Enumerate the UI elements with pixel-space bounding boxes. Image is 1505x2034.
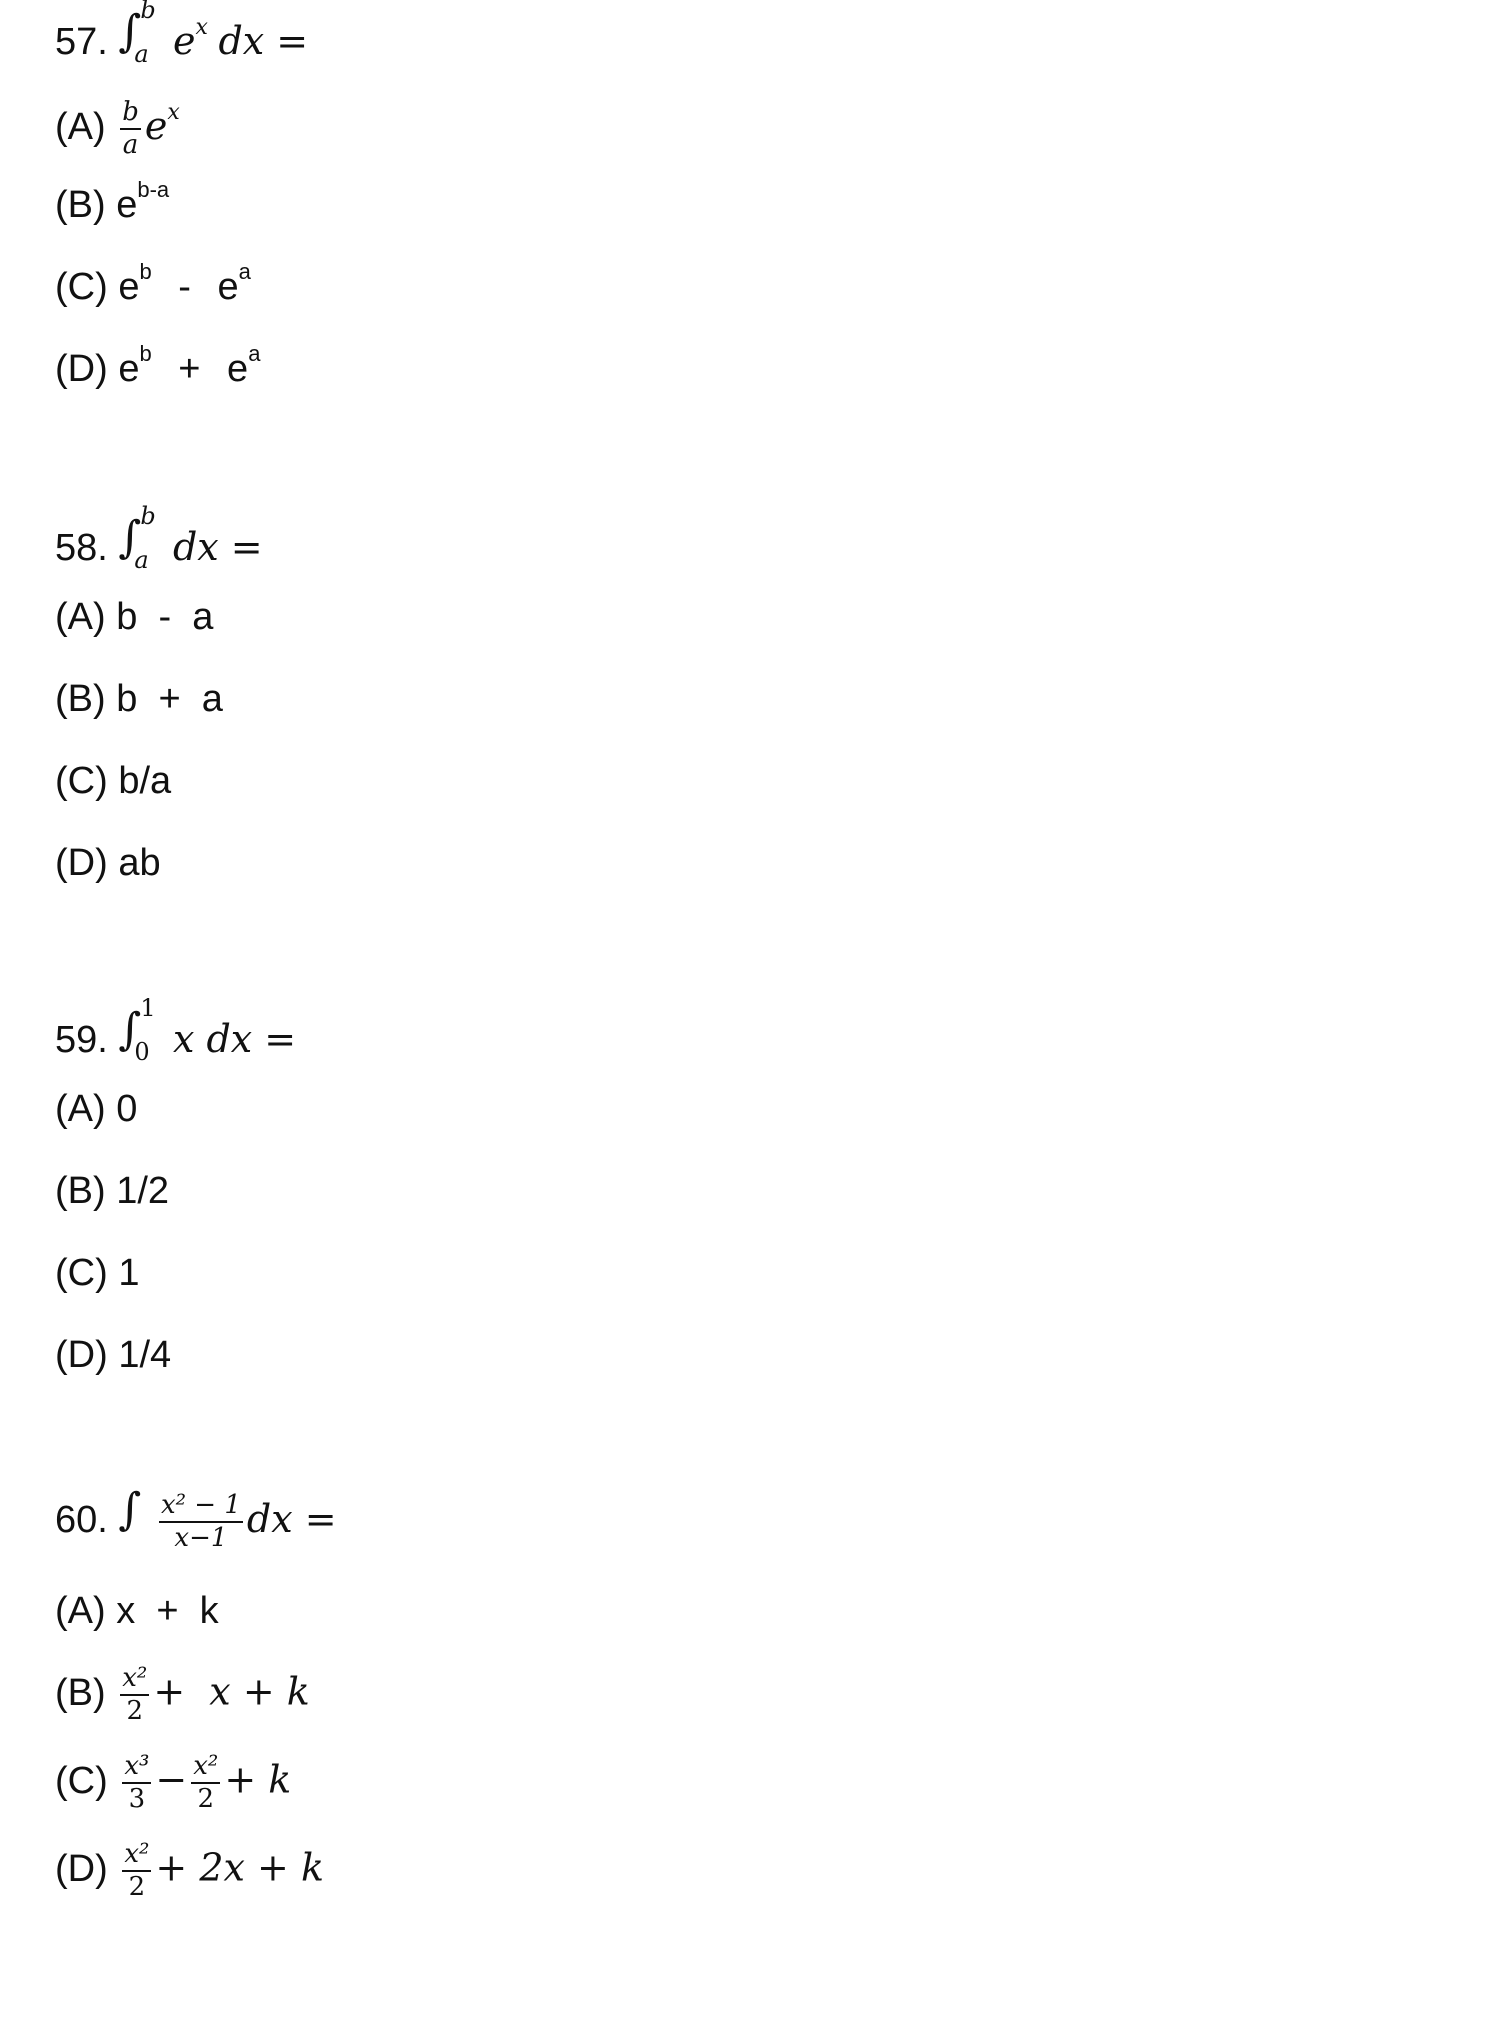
option-expression: + x + k (153, 1669, 310, 1714)
q59-option-d[interactable] (55, 1336, 171, 1374)
question-number: 59. (55, 1019, 108, 1061)
upper-limit: b (140, 502, 156, 530)
option-label: (A) (55, 596, 106, 638)
question-57 (55, 0, 309, 68)
option-expression: $e^{b-a}$ (116, 177, 170, 226)
option-label: (D) (55, 1847, 108, 1890)
option-label: (A) (55, 1590, 106, 1632)
q58-option-d[interactable] (55, 844, 161, 882)
q57-option-b[interactable] (55, 177, 170, 226)
option-label: (B) (55, 678, 106, 720)
integral-tail: dx = (172, 525, 263, 569)
option-text: 1 (118, 1252, 140, 1294)
option-label: (A) (55, 105, 106, 148)
option-text: 1/2 (116, 1170, 170, 1212)
option-label: (C) (55, 1759, 108, 1802)
option-label: (C) (55, 266, 108, 308)
integral-icon: ∫ b a (118, 502, 156, 574)
fraction: $\frac{\text{x²}}{2}$ (122, 1663, 148, 1726)
question-59 (55, 994, 297, 1066)
fraction: $\frac{\text{x³}}{3}$ (124, 1751, 150, 1814)
q59-option-a[interactable] (55, 1090, 137, 1128)
question-58 (55, 502, 263, 574)
upper-limit: 1 (140, 994, 156, 1022)
lower-limit: a (134, 40, 149, 68)
fraction: $\frac{\text{x² − 1}}{x-1}$ (160, 1490, 241, 1553)
option-label: (D) (55, 348, 108, 390)
option-label: (B) (55, 1170, 106, 1212)
lower-limit: a (134, 546, 149, 574)
option-label: (A) (55, 1088, 106, 1130)
option-label: (B) (55, 1671, 106, 1714)
integral-icon: ∫ 1 0 (118, 994, 156, 1066)
q58-option-a[interactable] (55, 598, 213, 636)
option-expression: + 2x + k (155, 1845, 324, 1890)
question-number: 57. (55, 21, 108, 63)
q60-option-b[interactable] (55, 1664, 310, 1725)
q60-option-a[interactable] (55, 1592, 219, 1630)
option-text: b - a (116, 596, 214, 638)
option-expression: $e^b - e^a$ (118, 259, 251, 308)
q57-option-a[interactable] (55, 98, 180, 159)
integral-tail: dx = (218, 19, 309, 63)
fraction: $\frac{\text{x²}}{2}$ (124, 1839, 150, 1902)
lower-limit: 0 (134, 1038, 150, 1066)
question-60 (55, 1484, 337, 1553)
fraction: $\frac{\text{x²}}{2}$ (193, 1751, 219, 1814)
option-expression: $e^b + e^a$ (118, 341, 261, 390)
integrand: $e^x$ (172, 15, 208, 63)
option-expression: $e^x$ (144, 99, 180, 148)
option-text: 1/4 (118, 1334, 172, 1376)
option-text: 0 (116, 1088, 138, 1130)
q57-option-d[interactable] (55, 341, 261, 390)
option-label: (B) (55, 184, 106, 226)
option-text: b/a (118, 760, 172, 802)
option-text: b + a (116, 678, 223, 720)
option-text: ab (118, 842, 161, 884)
option-label: (C) (55, 760, 108, 802)
fraction: $\frac{b}{a}$ (122, 97, 139, 160)
integral-icon: ∫ (118, 1484, 142, 1535)
question-number: 58. (55, 527, 108, 569)
q57-option-c[interactable] (55, 259, 251, 308)
q60-option-c[interactable] (55, 1752, 291, 1813)
question-number: 60. (55, 1499, 108, 1541)
upper-limit: b (140, 0, 156, 24)
q58-option-b[interactable] (55, 680, 223, 718)
q59-option-c[interactable] (55, 1254, 139, 1292)
integral-tail: x dx = (172, 1017, 297, 1061)
option-label: (D) (55, 842, 108, 884)
q58-option-c[interactable] (55, 762, 171, 800)
option-expression: + k (224, 1757, 292, 1802)
integral-icon: ∫ b a (118, 0, 156, 68)
option-label: (D) (55, 1334, 108, 1376)
option-label: (C) (55, 1252, 108, 1294)
q60-option-d[interactable] (55, 1840, 324, 1901)
option-text: x + k (116, 1590, 219, 1632)
operator: − (155, 1757, 188, 1802)
integral-tail: dx = (246, 1497, 337, 1541)
q59-option-b[interactable] (55, 1172, 169, 1210)
